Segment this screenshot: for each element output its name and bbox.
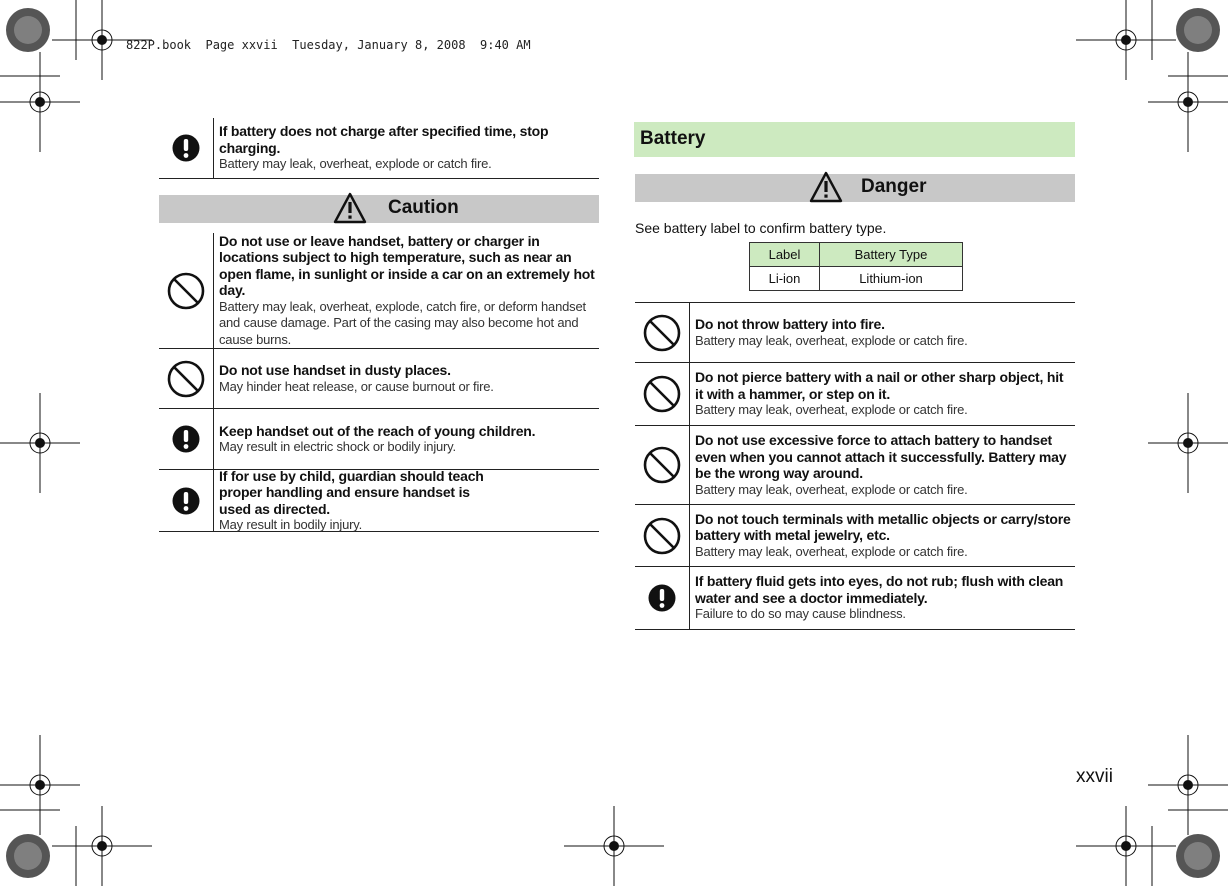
item-heading: Do not touch terminals with metallic objects or carry/store battery with metal jewelry, etc. bbox=[695, 510, 1071, 544]
exclamation-icon bbox=[172, 134, 200, 162]
item-heading: Do not use handset in dusty places. bbox=[219, 362, 451, 378]
danger-label: Danger bbox=[861, 176, 927, 197]
page-number: xxvii bbox=[1076, 766, 1113, 787]
prohibition-icon bbox=[167, 360, 205, 398]
item-heading: Do not pierce battery with a nail or other sharp object, hit it with a hammer, or step on it. bbox=[695, 369, 1064, 402]
right-item-5 bbox=[635, 567, 1075, 630]
item-heading: Do not use or leave handset, battery or charger in locations subject to high temperature, such as near an open flame, in sunlight or inside a car on an extremely hot day. bbox=[219, 232, 595, 299]
exclamation-icon bbox=[172, 487, 200, 515]
item-detail: Failure to do so may cause blindness. bbox=[695, 606, 906, 622]
warning-triangle-icon bbox=[333, 192, 367, 224]
right-item-1 bbox=[635, 303, 1075, 363]
table-cell: Lithium-ion bbox=[820, 267, 963, 291]
exclamation-icon bbox=[172, 425, 200, 453]
table-header-battery-type: Battery Type bbox=[820, 243, 963, 267]
item-detail: Battery may leak, overheat, explode or catch fire. bbox=[695, 402, 968, 418]
item-detail: Battery may leak, overheat, explode or catch fire. bbox=[219, 156, 492, 172]
item-detail: Battery may leak, overheat, explode or catch fire. bbox=[695, 481, 968, 497]
print-header: 822P.book Page xxvii Tuesday, January 8, 2008 9:40 AM bbox=[126, 38, 531, 52]
right-item-4 bbox=[635, 505, 1075, 567]
item-detail: May hinder heat release, or cause burnout or fire. bbox=[219, 378, 494, 394]
table-header-label: Label bbox=[750, 243, 820, 267]
section-title: Battery bbox=[640, 128, 706, 149]
item-detail: Battery may leak, overheat, explode, catch fire, or deform handset and cause damage. Part of the casing may also become hot and cause burns. bbox=[219, 298, 586, 347]
left-top-item bbox=[159, 118, 599, 179]
prohibition-icon bbox=[643, 517, 681, 555]
prohibition-icon bbox=[643, 375, 681, 413]
right-item-3 bbox=[635, 426, 1075, 505]
left-item-3 bbox=[159, 409, 599, 470]
prohibition-icon bbox=[643, 314, 681, 352]
table-cell: Li-ion bbox=[750, 267, 820, 291]
caution-band bbox=[159, 195, 599, 223]
prohibition-icon bbox=[167, 272, 205, 310]
battery-type-table bbox=[749, 242, 963, 291]
battery-section-header bbox=[634, 122, 1075, 157]
table-row bbox=[750, 267, 963, 291]
left-item-2 bbox=[159, 349, 599, 409]
exclamation-icon bbox=[648, 584, 676, 612]
item-detail: Battery may leak, overheat, explode or catch fire. bbox=[695, 332, 968, 348]
item-heading: If for use by child, guardian should teach proper handling and ensure handset is used as directed. bbox=[219, 467, 484, 517]
prohibition-icon bbox=[643, 446, 681, 484]
warning-triangle-icon bbox=[809, 171, 843, 203]
item-heading: Do not throw battery into fire. bbox=[695, 316, 885, 332]
item-heading: Do not use excessive force to attach battery to handset even when you cannot attach it successfully. Battery may be the wrong way around. bbox=[695, 432, 1067, 481]
item-detail: Battery may leak, overheat, explode or catch fire. bbox=[695, 543, 968, 559]
item-heading: If battery fluid gets into eyes, do not rub; flush with clean water and see a doctor immediately. bbox=[695, 573, 1064, 606]
item-heading: Keep handset out of the reach of young children. bbox=[219, 422, 536, 439]
intro-text: See battery label to confirm battery type. bbox=[635, 220, 887, 236]
danger-band bbox=[635, 174, 1075, 202]
item-detail: May result in bodily injury. bbox=[219, 517, 362, 532]
left-item-4 bbox=[159, 467, 599, 532]
caution-label: Caution bbox=[388, 197, 459, 218]
item-heading: If battery does not charge after specified time, stop charging. bbox=[219, 123, 549, 156]
right-item-2 bbox=[635, 363, 1075, 426]
left-item-1 bbox=[159, 233, 599, 349]
item-detail: May result in electric shock or bodily injury. bbox=[219, 439, 456, 454]
